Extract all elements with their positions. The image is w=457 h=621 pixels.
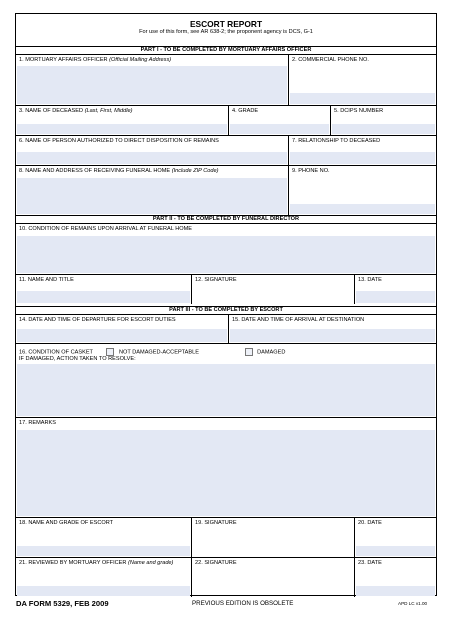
- reviewer-name-grade-input[interactable]: [17, 586, 190, 596]
- field-18: [16, 518, 191, 557]
- funeral-home-input[interactable]: [17, 178, 287, 214]
- damaged-label: DAMAGED: [257, 349, 286, 356]
- field-11-label: 11. NAME AND TITLE: [19, 277, 74, 283]
- field-8-label: 8. NAME AND ADDRESS OF RECEIVING FUNERAL HOME (Include ZIP Code): [19, 168, 219, 174]
- field-6-label: 6. NAME OF PERSON AUTHORIZED TO DIRECT DISPOSITION OF REMAINS: [19, 138, 219, 144]
- name-and-title-input[interactable]: [17, 291, 190, 303]
- row-10: [16, 223, 436, 274]
- version-note: APD LC v1.00: [398, 601, 428, 606]
- field-22: [191, 558, 354, 597]
- field-23: [354, 558, 436, 597]
- field-2: [288, 55, 436, 105]
- field-7: [288, 136, 436, 165]
- form-title: ESCORT REPORT: [189, 19, 263, 29]
- field-19: [191, 518, 354, 557]
- field-1-label: 1. MORTUARY AFFAIRS OFFICER (Official Mailing Address): [19, 57, 172, 63]
- field-8: [16, 166, 288, 215]
- reviewer-date-input[interactable]: [356, 586, 435, 596]
- form-subtitle: For use of this form, see AR 638-2; the proponent agency is DCS, G-1: [139, 29, 313, 35]
- field-10-label: 10. CONDITION OF REMAINS UPON ARRIVAL AT FUNERAL HOME: [19, 226, 193, 232]
- row-1-2: [16, 54, 436, 105]
- field-19-label: 19. SIGNATURE: [195, 520, 237, 526]
- departure-datetime-input[interactable]: [17, 329, 227, 342]
- dcips-number-input[interactable]: [332, 124, 435, 134]
- field-12-label: 12. SIGNATURE: [195, 277, 237, 283]
- row-3-5: [16, 105, 436, 135]
- escort-name-grade-input[interactable]: [17, 546, 190, 556]
- condition-of-remains-input[interactable]: [17, 236, 435, 273]
- field-14-label: 14. DATE AND TIME OF DEPARTURE FOR ESCORT DUTIES: [19, 317, 176, 323]
- field-9: [288, 166, 436, 215]
- field-23-label: 23. DATE: [358, 560, 382, 566]
- form-id: DA FORM 5329, FEB 2009: [16, 599, 109, 608]
- damage-resolution-input[interactable]: [17, 364, 435, 416]
- row-11-13: [16, 274, 436, 304]
- field-16-sub-label: IF DAMAGED, ACTION TAKEN TO RESOLVE:: [19, 356, 136, 362]
- not-damaged-checkbox[interactable]: [106, 348, 114, 356]
- field-3: [16, 106, 228, 135]
- field-1: [16, 55, 288, 105]
- relationship-input[interactable]: [290, 152, 435, 164]
- field-9-label: 9. PHONE NO.: [292, 168, 330, 174]
- not-damaged-label: NOT DAMAGED-ACCEPTABLE: [119, 349, 199, 356]
- part1-heading: PART I - TO BE COMPLETED BY MORTUARY AFFAIRS OFFICER: [16, 46, 436, 54]
- field-4: [228, 106, 330, 135]
- commercial-phone-input[interactable]: [290, 93, 435, 104]
- field-3-label: 3. NAME OF DECEASED (Last, First, Middle): [19, 108, 133, 114]
- field-2-label: 2. COMMERCIAL PHONE NO.: [292, 57, 369, 63]
- field-22-label: 22. SIGNATURE: [195, 560, 237, 566]
- edition-note: PREVIOUS EDITION IS OBSOLETE: [192, 600, 294, 607]
- arrival-datetime-input[interactable]: [230, 329, 435, 342]
- grade-input[interactable]: [230, 124, 329, 134]
- field-15-label: 15. DATE AND TIME OF ARRIVAL AT DESTINATION: [232, 317, 365, 323]
- row-18-20: [16, 517, 436, 557]
- row-16: [16, 343, 436, 417]
- field-20: [354, 518, 436, 557]
- field-5-label: 5. DCIPS NUMBER: [334, 108, 384, 114]
- row-17: [16, 417, 436, 517]
- row-21-23: [16, 557, 436, 597]
- field-4-label: 4. GRADE: [232, 108, 259, 114]
- field-16-label: 16. CONDITION OF CASKET NOT DAMAGED-ACCEPTABLE DAMAGED: [19, 349, 286, 356]
- part2-heading: PART II - TO BE COMPLETED BY FUNERAL DIRECTOR: [16, 215, 436, 223]
- row-6-7: [16, 135, 436, 165]
- field-21: [16, 558, 191, 597]
- field-7-label: 7. RELATIONSHIP TO DECEASED: [292, 138, 381, 144]
- authorized-person-input[interactable]: [17, 152, 287, 164]
- field-6: [16, 136, 288, 165]
- field-11: [16, 275, 191, 304]
- field-18-label: 18. NAME AND GRADE OF ESCORT: [19, 520, 114, 526]
- row-14-15: [16, 314, 436, 343]
- field-14: [16, 315, 228, 343]
- row-8-9: [16, 165, 436, 215]
- field-20-label: 20. DATE: [358, 520, 382, 526]
- field-17-label: 17. REMARKS: [19, 420, 56, 426]
- part3-heading: PART III - TO BE COMPLETED BY ESCORT: [16, 306, 436, 314]
- remarks-input[interactable]: [17, 430, 435, 516]
- mortuary-affairs-officer-input[interactable]: [17, 66, 287, 104]
- field-12: [191, 275, 354, 304]
- field-17: [16, 418, 436, 517]
- funeral-director-date-input[interactable]: [356, 291, 435, 303]
- funeral-home-phone-input[interactable]: [290, 204, 435, 214]
- field-5: [330, 106, 436, 135]
- escort-report-form: [15, 13, 437, 596]
- field-10: [16, 224, 436, 274]
- field-21-label: 21. REVIEWED BY MORTUARY OFFICER (Name and grade): [19, 560, 174, 566]
- damaged-checkbox[interactable]: [245, 348, 253, 356]
- field-16: [16, 344, 436, 417]
- field-13: [354, 275, 436, 304]
- escort-date-input[interactable]: [356, 546, 435, 556]
- field-15: [228, 315, 436, 343]
- name-of-deceased-input[interactable]: [17, 124, 227, 134]
- field-13-label: 13. DATE: [358, 277, 382, 283]
